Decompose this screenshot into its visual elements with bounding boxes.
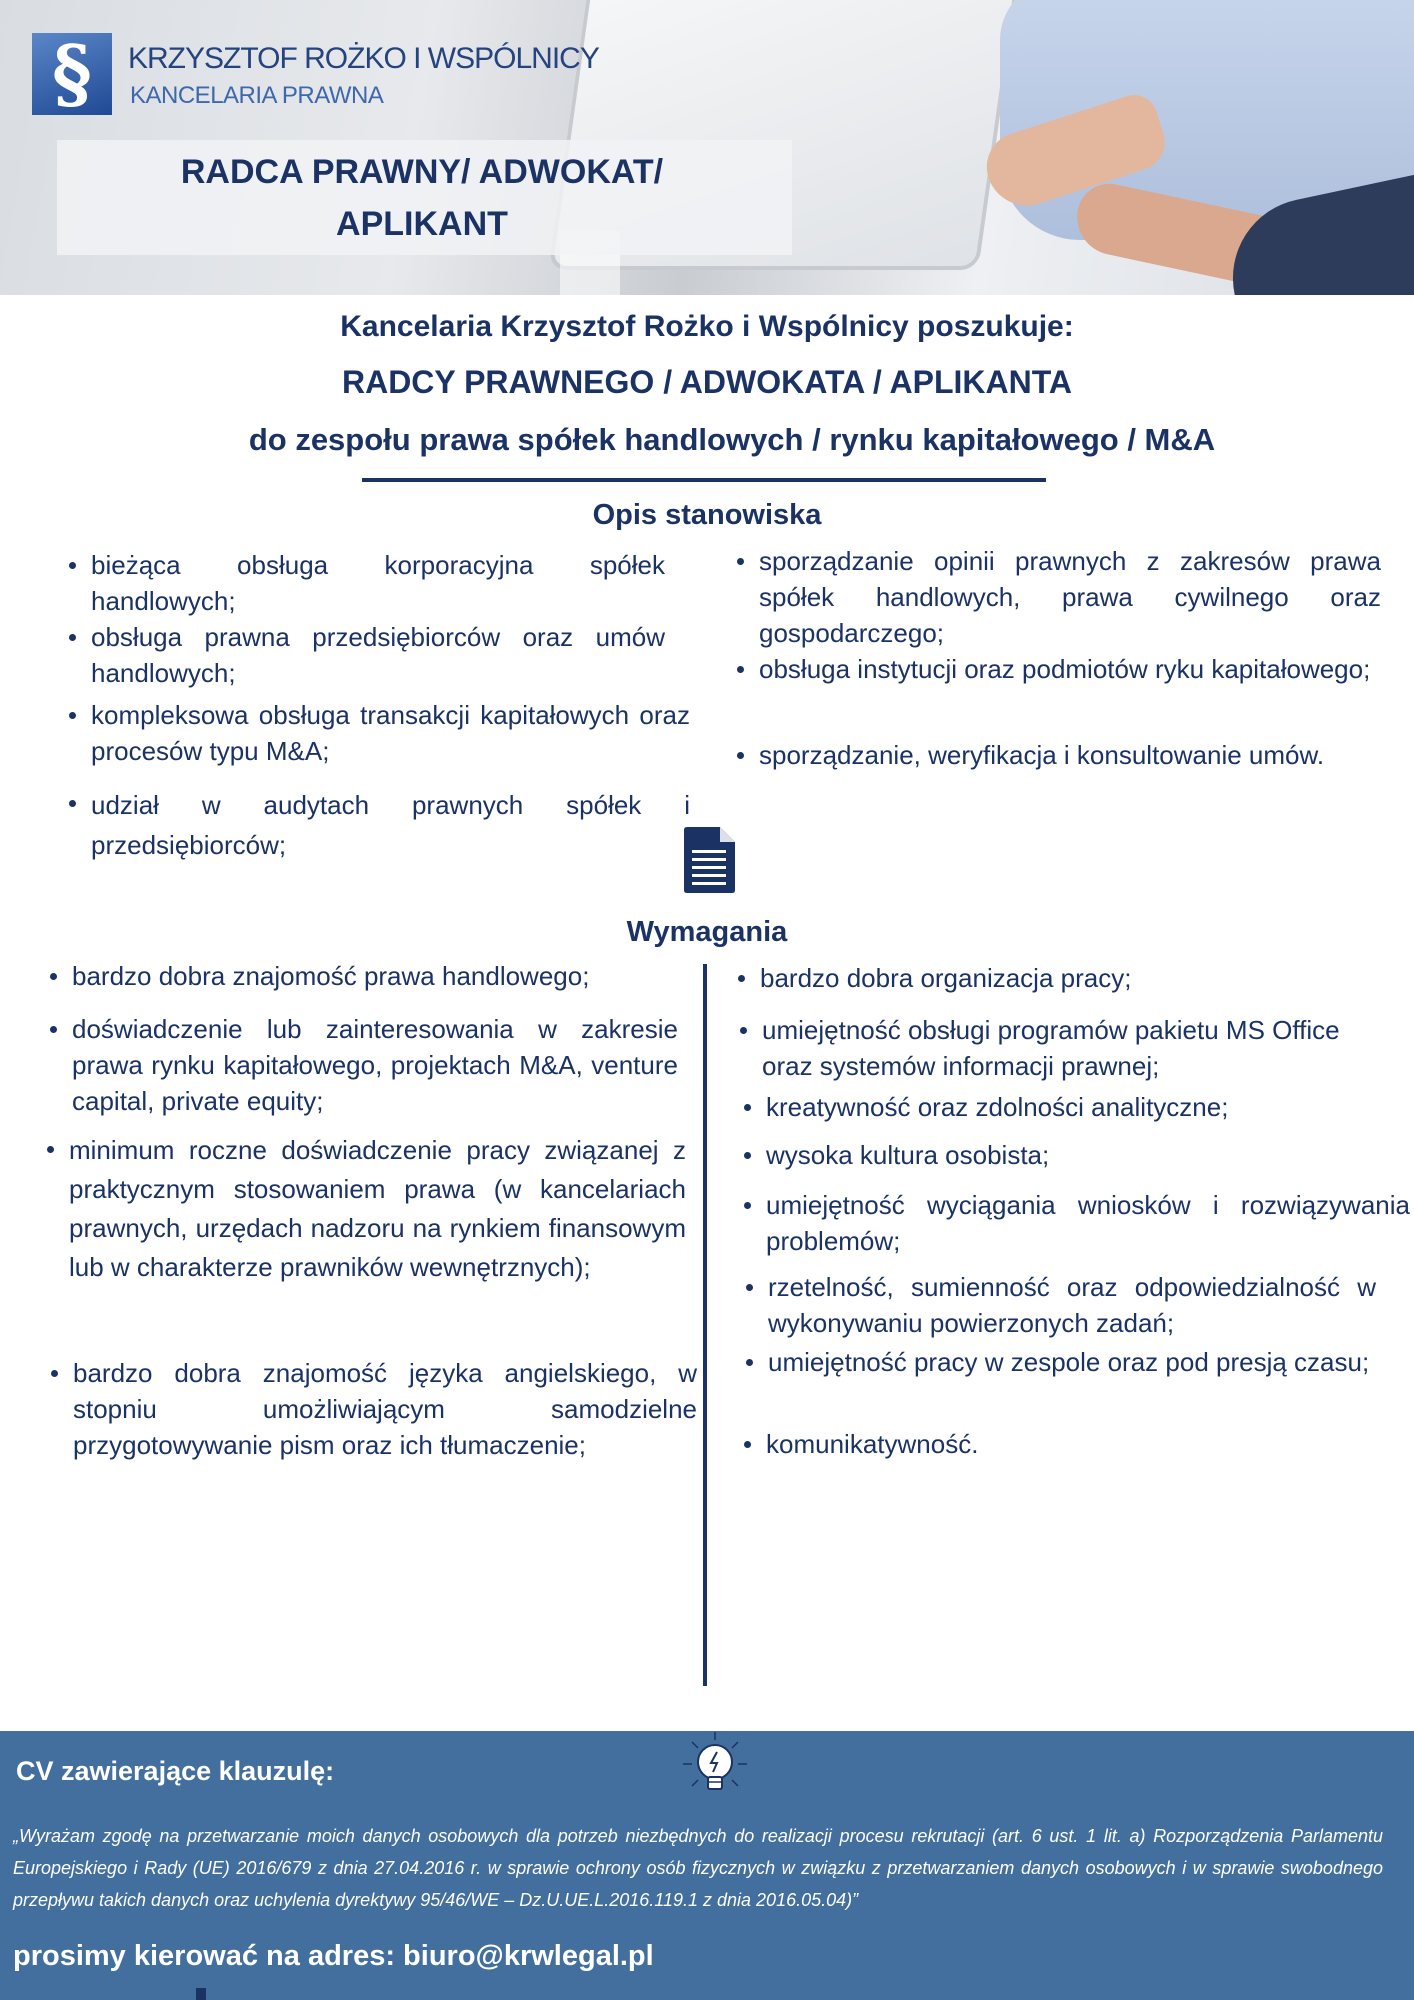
opis-item: sporządzanie opinii prawnych z zakresów prawa spółek handlowych, prawa cywilnego oraz gospodarczego;: [759, 543, 1381, 651]
heading-opis-stanowiska: Opis stanowiska: [592, 499, 822, 531]
logo-mark: §: [32, 33, 112, 115]
document-icon: [682, 826, 736, 894]
opis-item: sporządzanie, weryfikacja i konsultowanie umów.: [759, 737, 1367, 773]
intro-company: Kancelaria Krzysztof Rożko i Wspólnicy poszukuje:: [340, 310, 1074, 343]
heading-wymagania: Wymagania: [626, 916, 788, 948]
wymagania-item: rzetelność, sumienność oraz odpowiedzialność w wykonywaniu powierzonych zadań;: [768, 1269, 1376, 1341]
wymagania-item: bardzo dobra organizacja pracy;: [760, 960, 1380, 996]
opis-item: obsługa prawna przedsiębiorców oraz umów handlowych;: [91, 619, 665, 691]
gdpr-clause: „Wyrażam zgodę na przetwarzanie moich danych osobowych dla potrzeb niezbędnych do realizacji procesu rekrutacji (art. 6 ust. 1 lit. a) Rozporządzenia Parlamentu Europejskiego i Rady (UE) 2016/679 z dnia 27.04.2016 r. w sprawie ochrony osób fizycznych w związku z przetwarzaniem danych osobowych i w sprawie swobodnego przepływu takich danych oraz uchylenia dyrektywy 95/46/WE – Dz.U.UE.L.2016.119.1 z dnia 2016.05.04)”: [13, 1826, 1383, 1910]
wymagania-item: komunikatywność.: [766, 1426, 1386, 1462]
page-title-line2: APLIKANT: [336, 205, 508, 243]
opis-item: obsługa instytucji oraz podmiotów ryku kapitałowego;: [759, 651, 1381, 687]
wymagania-item: minimum roczne doświadczenie pracy związanej z praktycznym stosowaniem prawa (w kancelariach prawnych, urzędach nadzoru na rynkiem finansowym lub w charakterze prawników wewnętrznych);: [69, 1131, 686, 1287]
opis-item: kompleksowa obsługa transakcji kapitałowych oraz procesów typu M&A;: [91, 697, 690, 769]
wymagania-item: umiejętność obsługi programów pakietu MS Office oraz systemów informacji prawnej;: [762, 1012, 1382, 1084]
wymagania-item: umiejętność pracy w zespole oraz pod presją czasu;: [768, 1344, 1376, 1380]
page-title: [57, 146, 787, 250]
page-title-line1: RADCA PRAWNY/ ADWOKAT/: [180, 153, 664, 191]
wymagania-item: bardzo dobra znajomość prawa handlowego;: [72, 958, 692, 994]
wymagania-item: umiejętność wyciągania wniosków i rozwiązywania problemów;: [766, 1187, 1410, 1259]
logo-firm-name: KRZYSZTOF ROŻKO I WSPÓLNICY: [128, 42, 599, 75]
wymagania-item: bardzo dobra znajomość języka angielskiego, w stopniu umożliwiającym samodzielne przygotowywanie pism oraz ich tłumaczenie;: [73, 1355, 697, 1463]
cv-heading: CV zawierające klauzulę:: [16, 1756, 335, 1786]
intro-team: do zespołu prawa spółek handlowych / rynku kapitałowego / M&A: [248, 422, 1216, 457]
footer-mark: [196, 1988, 206, 2000]
intro-position: RADCY PRAWNEGO / ADWOKATA / APLIKANTA: [341, 364, 1073, 400]
wymagania-item: wysoka kultura osobista;: [766, 1137, 1386, 1173]
opis-item: udział w audytach prawnych spółek i przedsiębiorców;: [91, 785, 690, 865]
contact-email[interactable]: prosimy kierować na adres: biuro@krwlegal.pl: [13, 1940, 654, 1972]
column-divider: [703, 964, 707, 1686]
logo-subtitle: KANCELARIA PRAWNA: [130, 82, 384, 109]
opis-item: bieżąca obsługa korporacyjna spółek handlowych;: [91, 547, 665, 619]
section-divider: [362, 478, 1046, 482]
wymagania-item: kreatywność oraz zdolności analityczne;: [766, 1089, 1386, 1125]
lightbulb-icon: [680, 1730, 750, 1800]
wymagania-item: doświadczenie lub zainteresowania w zakresie prawa rynku kapitałowego, projektach M&A, venture capital, private equity;: [72, 1011, 678, 1119]
